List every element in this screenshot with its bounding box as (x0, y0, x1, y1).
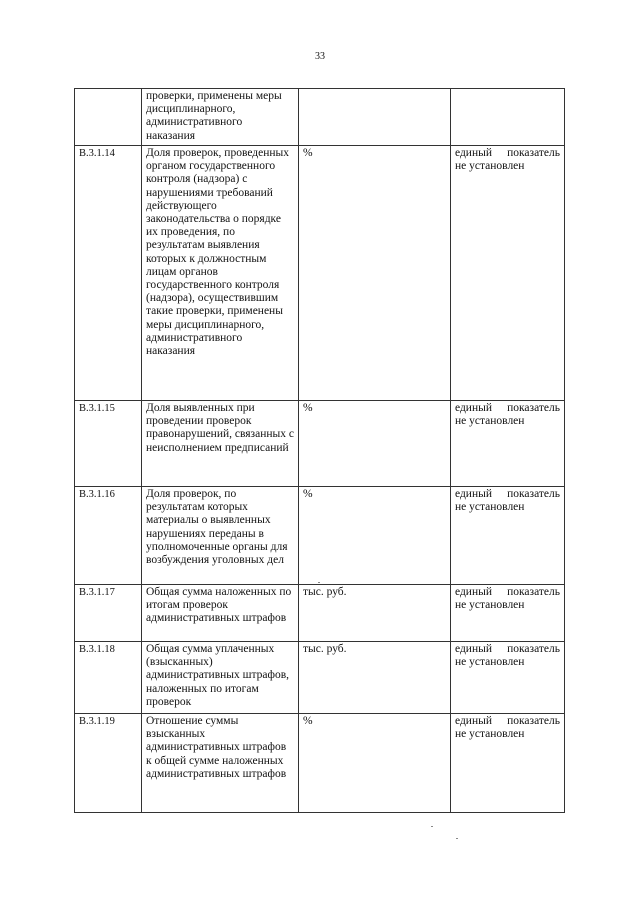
row-code: В.3.1.15 (75, 401, 142, 487)
row-code: В.3.1.18 (75, 642, 142, 714)
table-row (75, 146, 565, 401)
indicators-table (74, 88, 565, 813)
table-row (75, 487, 565, 585)
table-row (75, 642, 565, 714)
row-unit: тыс. руб. (299, 585, 451, 642)
row-text: Доля проверок, проведенных органом государственного контроля (надзора) с нарушениями требований действующего законодательства о порядке их проведения, по результатам выявления которых к должностным лицам органов государственного контроля (надзора), осуществившим такие проверки, применены меры дисциплинарного, административного наказания (142, 146, 299, 401)
page-number: 33 (315, 51, 325, 62)
row-note: единый показатель не установлен (451, 146, 565, 401)
row-code: В.3.1.19 (75, 714, 142, 813)
row-text: проверки, применены меры дисциплинарного, административного наказания (142, 89, 299, 146)
row-note: единый показатель не установлен (451, 714, 565, 813)
table-row (75, 714, 565, 813)
row-text: Доля выявленных при проведении проверок правонарушений, связанных с неисполнением предписаний (142, 401, 299, 487)
row-text: Общая сумма наложенных по итогам проверок административных штрафов (142, 585, 299, 642)
row-text: Отношение суммы взысканных административных штрафов к общей сумме наложенных административных штрафов (142, 714, 299, 813)
row-code: В.3.1.16 (75, 487, 142, 585)
table-row (75, 585, 565, 642)
row-note: единый показатель не установлен (451, 585, 565, 642)
row-unit: % (299, 487, 451, 585)
row-text: Доля проверок, по результатам которых материалы о выявленных нарушениях переданы в уполномоченные органы для возбуждения уголовных дел (142, 487, 299, 585)
row-unit: тыс. руб. (299, 642, 451, 714)
row-unit: % (299, 401, 451, 487)
row-text: Общая сумма уплаченных (взысканных) административных штрафов, наложенных по итогам проверок (142, 642, 299, 714)
scan-speck (456, 838, 458, 839)
row-code: В.3.1.17 (75, 585, 142, 642)
row-note: единый показатель не установлен (451, 642, 565, 714)
row-note: единый показатель не установлен (451, 401, 565, 487)
row-unit: % (299, 714, 451, 813)
row-unit (299, 89, 451, 146)
row-unit: % (299, 146, 451, 401)
row-code: В.3.1.14 (75, 146, 142, 401)
scan-speck (318, 582, 320, 583)
scan-speck (431, 826, 433, 827)
row-code (75, 89, 142, 146)
row-note (451, 89, 565, 146)
row-note: единый показатель не установлен (451, 487, 565, 585)
table-row (75, 89, 565, 146)
table-row (75, 401, 565, 487)
